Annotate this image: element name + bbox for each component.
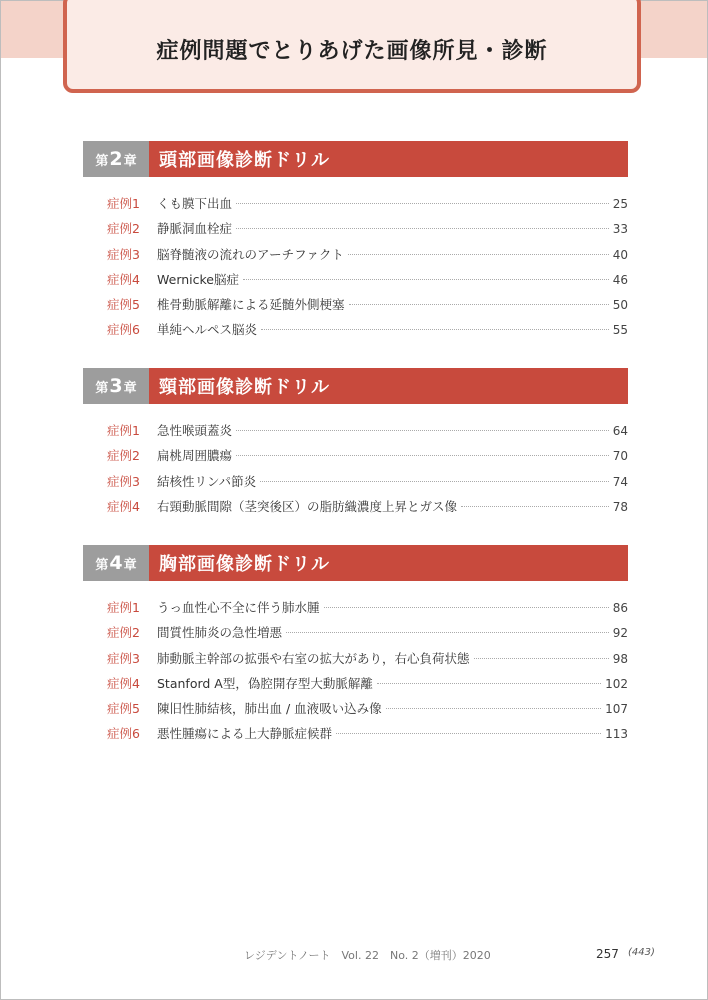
chapter-section-2 (83, 141, 628, 346)
case-label: 症例5 (107, 297, 140, 313)
case-label: 症例5 (107, 701, 140, 717)
case-title: 結核性リンパ節炎 (157, 473, 257, 489)
leader-dots (474, 658, 609, 659)
leader-dots (236, 455, 609, 456)
case-title: うっ血性心不全に伴う肺水腫 (157, 600, 320, 615)
page-number: 55 (612, 323, 628, 338)
case-label: 症例4 (107, 498, 140, 514)
case-title: 単純ヘルペス脳炎 (157, 322, 258, 338)
page-number: 40 (612, 247, 628, 262)
chapter-number-prefix: 第 (95, 380, 109, 396)
page-number: 74 (612, 474, 628, 489)
case-title: 急性喉頭蓋炎 (157, 423, 233, 438)
page-number: 113 (605, 727, 628, 742)
case-title: 肺動脈主幹部の拡張や右室の拡大があり，右心負荷状態 (157, 650, 470, 666)
case-label: 症例4 (107, 271, 140, 287)
leader-dots (260, 481, 609, 482)
toc-item[interactable] (83, 270, 628, 295)
toc-item[interactable] (83, 724, 628, 749)
page-number: 98 (612, 651, 628, 666)
leader-dots (461, 506, 609, 507)
page-footer (1, 947, 708, 967)
page-number: 102 (605, 676, 628, 691)
page-number: 70 (612, 449, 628, 464)
toc-item[interactable] (83, 295, 628, 320)
case-title: くも膜下出血 (157, 196, 233, 211)
leader-dots (349, 304, 609, 305)
toc-item[interactable] (83, 497, 628, 522)
chapter-number-suffix: 章 (123, 557, 137, 573)
case-title: 脳脊髄液の流れのアーチファクト (157, 246, 344, 262)
footer-journal: レジデントノート Vol. 22 No. 2（増刊）2020 (244, 949, 491, 962)
leader-dots (236, 430, 609, 431)
toc-item[interactable] (83, 623, 628, 648)
chapter-title: 胸部画像診断ドリル (149, 545, 628, 581)
case-label: 症例6 (107, 726, 140, 742)
case-label: 症例6 (107, 322, 140, 338)
page-number: 92 (612, 626, 628, 641)
case-label: 症例2 (107, 625, 140, 641)
chapter-number-badge (83, 368, 149, 404)
case-label: 症例2 (107, 221, 140, 237)
chapter-section-3 (83, 368, 628, 522)
chapter-number: 3 (109, 375, 123, 397)
chapter-section-4 (83, 545, 628, 750)
toc-item[interactable] (83, 699, 628, 724)
toc-list (83, 194, 628, 346)
toc-item[interactable] (83, 219, 628, 244)
chapter-number-badge (83, 141, 149, 177)
chapter-number: 4 (109, 552, 123, 574)
leader-dots (324, 607, 609, 608)
toc-item[interactable] (83, 421, 628, 446)
case-label: 症例1 (107, 600, 140, 615)
page-number: 33 (612, 222, 628, 237)
case-title: 陳旧性肺結核，肺出血 / 血液吸い込み像 (157, 701, 382, 717)
case-label: 症例4 (107, 675, 140, 691)
footer-sub-page-number: (443) (628, 947, 655, 958)
toc-list (83, 421, 628, 522)
case-label: 症例3 (107, 650, 140, 666)
leader-dots (386, 708, 601, 709)
leader-dots (336, 733, 601, 734)
toc-list (83, 598, 628, 750)
toc-item[interactable] (83, 446, 628, 471)
page-title: 症例問題でとりあげた画像所見・診断 (156, 38, 548, 64)
toc-item[interactable] (83, 320, 628, 345)
leader-dots (236, 228, 609, 229)
page-number: 107 (605, 702, 628, 717)
leader-dots (261, 329, 609, 330)
chapter-number-badge (83, 545, 149, 581)
case-label: 症例1 (107, 196, 140, 211)
chapter-number: 2 (109, 148, 123, 170)
case-title: 右頸動脈間隙（茎突後区）の脂肪織濃度上昇とガス像 (157, 498, 458, 514)
case-title: Wernicke脳症 (157, 271, 239, 287)
leader-dots (243, 279, 609, 280)
case-label: 症例3 (107, 473, 140, 489)
chapter-number-prefix: 第 (95, 557, 109, 573)
footer-page-number: 257 (596, 947, 619, 961)
toc-item[interactable] (83, 472, 628, 497)
page-number: 25 (612, 197, 628, 211)
toc-item[interactable] (83, 245, 628, 270)
leader-dots (348, 254, 609, 255)
case-title: 椎骨動脈解離による延髄外側梗塞 (157, 297, 345, 313)
toc-item[interactable] (83, 194, 628, 219)
leader-dots (286, 632, 609, 633)
chapter-title: 頭部画像診断ドリル (149, 141, 628, 177)
page-number: 46 (612, 272, 628, 287)
chapter-number-suffix: 章 (123, 380, 137, 396)
header-band-right (641, 1, 707, 58)
chapter-number-prefix: 第 (95, 153, 109, 169)
page-number: 64 (612, 424, 628, 438)
toc-item[interactable] (83, 598, 628, 623)
case-label: 症例3 (107, 246, 140, 262)
chapter-header (83, 141, 628, 177)
chapter-header (83, 545, 628, 581)
case-title: Stanford A型，偽腔開存型大動脈解離 (157, 675, 373, 691)
case-label: 症例2 (107, 448, 140, 464)
page-number: 50 (612, 298, 628, 313)
leader-dots (377, 683, 601, 684)
case-title: 静脈洞血栓症 (157, 221, 233, 237)
case-title: 間質性肺炎の急性増悪 (157, 625, 283, 641)
title-box (63, 0, 641, 93)
chapter-header (83, 368, 628, 404)
case-label: 症例1 (107, 423, 140, 438)
chapter-title: 頸部画像診断ドリル (149, 368, 628, 404)
page-number: 78 (612, 499, 628, 514)
toc-item[interactable] (83, 649, 628, 674)
case-title: 悪性腫瘍による上大静脈症候群 (157, 726, 333, 742)
toc-item[interactable] (83, 674, 628, 699)
header-band-left (1, 1, 67, 58)
leader-dots (236, 203, 609, 204)
case-title: 扁桃周囲膿瘍 (157, 448, 233, 464)
page-number: 86 (612, 601, 628, 615)
chapter-number-suffix: 章 (123, 153, 137, 169)
